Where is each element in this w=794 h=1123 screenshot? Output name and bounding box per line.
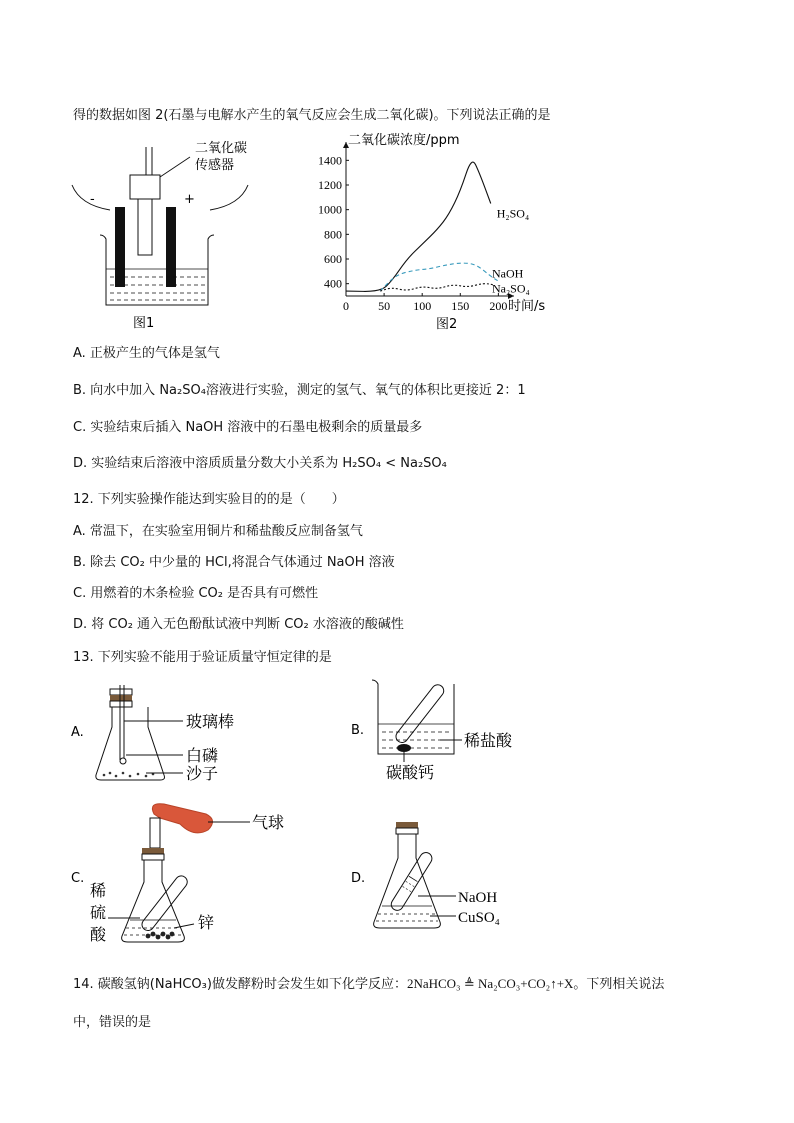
series-line-0 [346,162,491,291]
question-intro: 得的数据如图 2(石墨与电解水产生的氧气反应会生成二氧化碳)。下列说法正确的是 [73,108,551,123]
q14-stem-pre: 14. 碳酸氢钠(NaHCO₃)做发酵粉时会发生如下化学反应： [73,977,407,992]
q13-a-label-sand: 沙子 [186,764,219,783]
q13-figure-a [68,675,288,790]
q12-option-b: B. 除去 CO₂ 中少量的 HCl,将混合气体通过 NaOH 溶液 [73,555,395,570]
x-tick-label: 100 [413,299,432,313]
q13-c-label-dilute-2: 硫 [90,903,107,922]
q13-d-label-cuso4: CuSO₄ [458,910,500,926]
balloon [152,804,212,833]
q13-a-label-phosphorus: 白磷 [186,746,219,765]
q13-d-letter: D. [351,871,366,886]
q14-line-2: 中，错误的是 [73,1015,152,1030]
q14-stem [73,973,664,992]
q13-c-letter: C. [71,871,85,886]
y-tick-label: 1200 [318,178,342,192]
legend-label-1: NaOH [492,266,524,281]
q12-option-c: C. 用燃着的木条检验 CO₂ 是否具有可燃性 [73,586,319,601]
sensor-label-2: 传感器 [195,158,235,173]
fig2-caption: 图2 [436,317,458,332]
q13-figure-b [348,672,548,787]
q13-figure-c [68,800,298,950]
q13-b-label-carbonate: 碳酸钙 [386,763,435,782]
q13-figure-d [348,818,548,938]
x-tick-label: 50 [378,299,391,313]
x-tick-label: 150 [451,299,470,313]
y-tick-label: 400 [324,276,342,291]
q12-stem: 12. 下列实验操作能达到实验目的的是（ ） [73,492,345,507]
q13-c-label-dilute-3: 酸 [90,925,107,944]
q11-option-c: C. 实验结束后插入 NaOH 溶液中的石墨电极剩余的质量最多 [73,420,423,435]
q13-b-letter: B. [351,723,365,738]
x-axis-label: 时间/s [508,299,546,314]
y-tick-label: 1400 [318,153,342,168]
q13-d-label-naoh: NaOH [458,890,498,906]
q11-option-b: B. 向水中加入 Na₂SO₄溶液进行实验，测定的氢气、氧气的体积比更接近 2：1 [73,383,526,398]
series-line-2 [380,284,494,291]
q14-stem-post: 。下列相关说法 [573,977,665,992]
q13-c-label-dilute-1: 稀 [90,881,107,900]
x-tick-label: 200 [489,299,508,313]
q11-option-d: D. 实验结束后溶液中溶质质量分数大小关系为 H₂SO₄ < Na₂SO₄ [73,456,447,471]
q13-b-label-acid: 稀盐酸 [464,731,513,750]
minus-sign: - [90,192,95,207]
figure-1-electrolysis [60,135,260,335]
q14-equation: 2NaHCO₃ ≜ Na₂CO₃+CO₂↑+X [406,976,574,991]
fig1-caption: 图1 [133,316,155,331]
q12-option-d: D. 将 CO₂ 通入无色酚酞试液中判断 CO₂ 水溶液的酸碱性 [73,617,404,632]
q12-option-a: A. 常温下，在实验室用铜片和稀盐酸反应制备氢气 [73,524,363,539]
legend-label-2: Na₂SO₄ [492,281,530,296]
plus-sign: + [184,192,195,207]
legend-label-0: H₂SO₄ [496,206,530,221]
q13-c-label-zinc: 锌 [198,913,215,932]
q13-c-label-balloon: 气球 [252,813,285,832]
y-tick-label: 1000 [318,202,342,217]
y-axis-label: 二氧化碳浓度/ppm [348,133,460,148]
x-tick-label: 0 [343,299,349,313]
y-tick-label: 800 [324,227,342,242]
y-tick-label: 600 [324,252,342,266]
q11-option-a: A. 正极产生的气体是氢气 [73,346,220,361]
q13-a-letter: A. [71,725,84,740]
figure-2-chart [318,128,548,338]
series-line-1 [380,263,498,291]
q13-a-label-rod: 玻璃棒 [186,712,235,731]
q13-stem: 13. 下列实验不能用于验证质量守恒定律的是 [73,650,332,665]
sensor-label-1: 二氧化碳 [195,141,248,156]
